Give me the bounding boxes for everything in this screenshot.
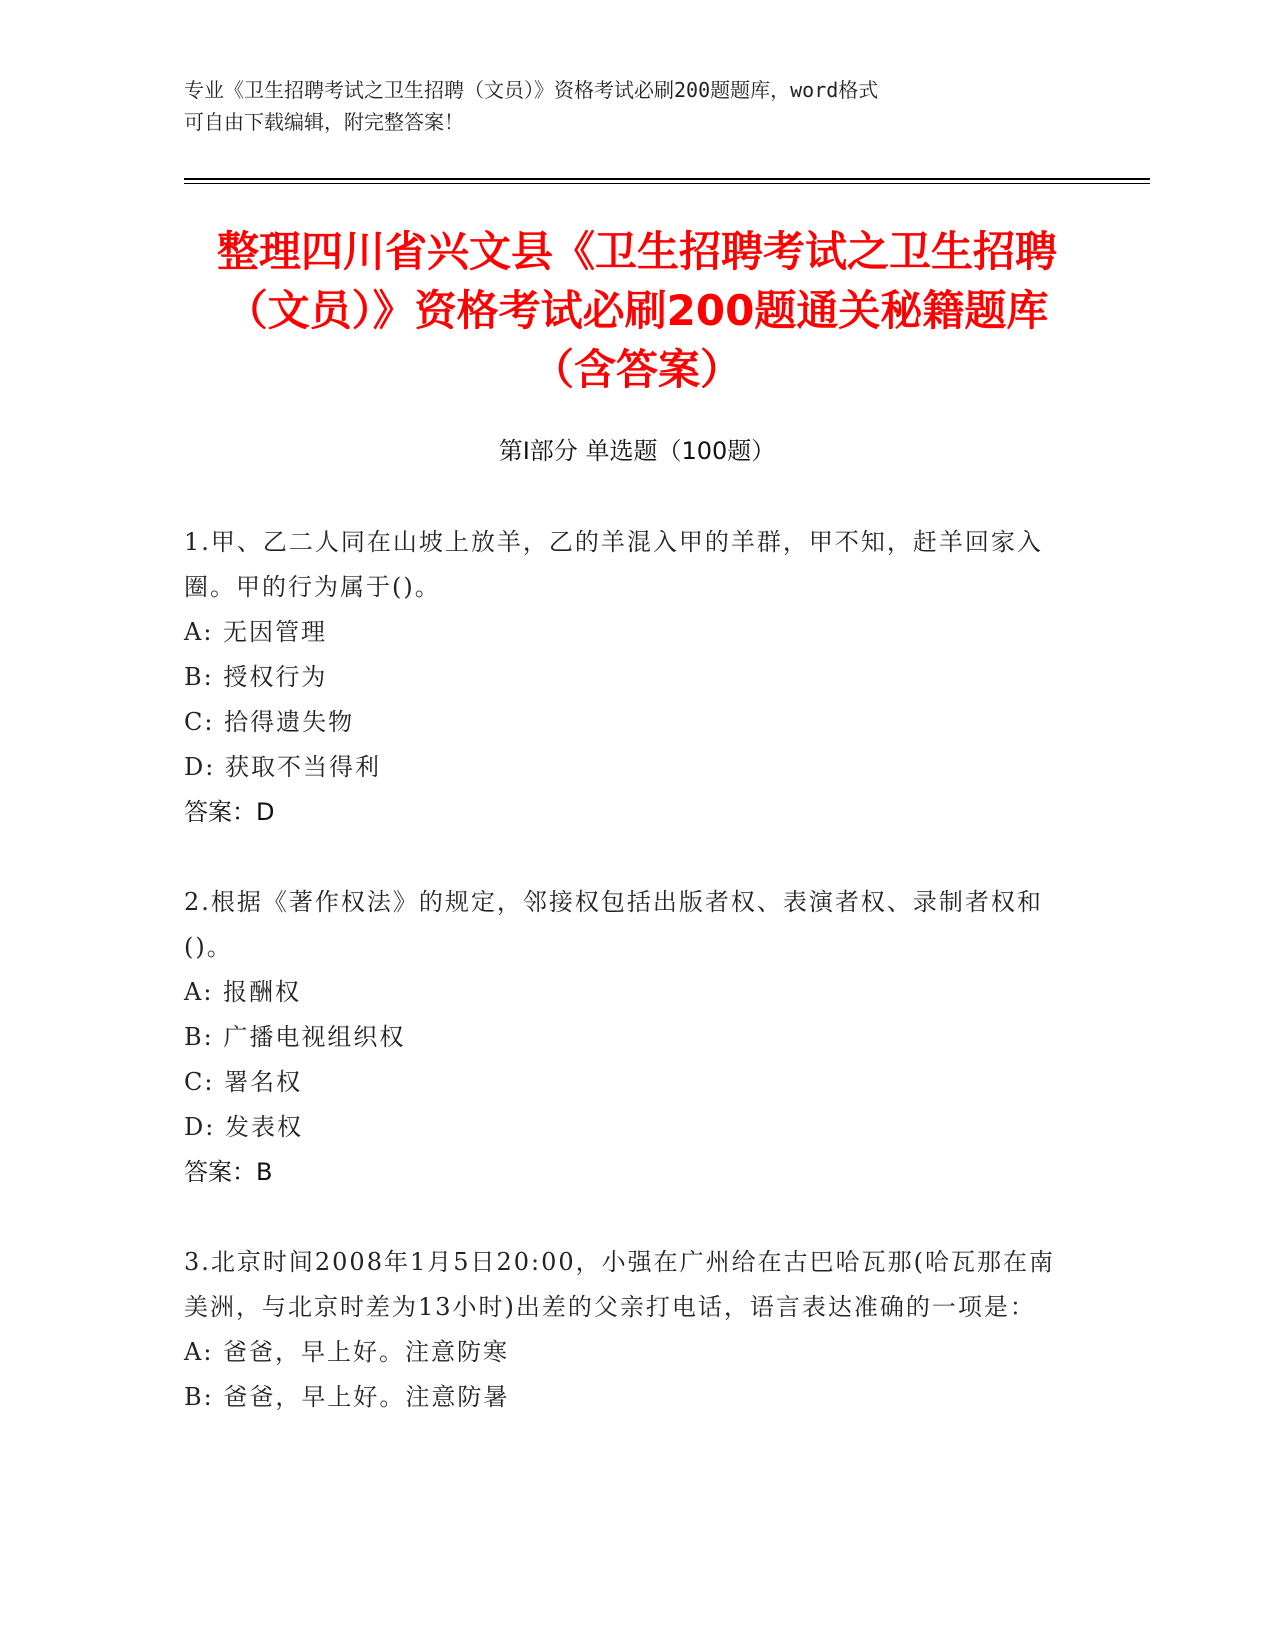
question-item — [184, 1240, 1064, 1420]
section-title: 第I部分 单选题（100题） — [498, 437, 776, 465]
header-divider-thick — [184, 178, 1150, 180]
question-stem: 1.甲、乙二人同在山坡上放羊，乙的羊混入甲的羊群，甲不知，赶羊回家入圈。甲的行为属于()。 — [184, 528, 1043, 601]
question-item — [184, 520, 1064, 835]
question-stem: 2.根据《著作权法》的规定，邻接权包括出版者权、表演者权、录制者权和()。 — [184, 888, 1043, 961]
option-c: C: 署名权 — [184, 1068, 303, 1096]
option-a: A: 无因管理 — [184, 618, 328, 646]
option-a: A: 报酬权 — [184, 978, 302, 1006]
answer-line: 答案：D — [184, 798, 275, 826]
option-c: C: 拾得遗失物 — [184, 708, 355, 736]
document-title: 整理四川省兴文县《卫生招聘考试之卫生招聘（文员）》资格考试必刷200题通关秘籍题库（含答案） — [216, 227, 1057, 394]
question-stem: 3.北京时间2008年1月5日20:00，小强在广州给在古巴哈瓦那(哈瓦那在南美洲，与北京时差为13小时)出差的父亲打电话，语言表达准确的一项是： — [184, 1248, 1056, 1321]
question-item — [184, 880, 1064, 1195]
option-b: B: 爸爸，早上好。注意防暑 — [184, 1383, 510, 1411]
answer-line: 答案：B — [184, 1158, 273, 1186]
option-a: A: 爸爸，早上好。注意防寒 — [184, 1338, 510, 1366]
header-divider-thin — [184, 183, 1150, 184]
question-list — [184, 520, 1064, 1465]
option-b: B: 授权行为 — [184, 663, 328, 691]
header-note: 专业《卫生招聘考试之卫生招聘（文员）》资格考试必刷200题题库，word格式 可自由下载编辑，附完整答案！ — [184, 78, 879, 134]
option-b: B: 广播电视组织权 — [184, 1023, 406, 1051]
option-d: D: 获取不当得利 — [184, 753, 381, 781]
option-d: D: 发表权 — [184, 1113, 303, 1141]
